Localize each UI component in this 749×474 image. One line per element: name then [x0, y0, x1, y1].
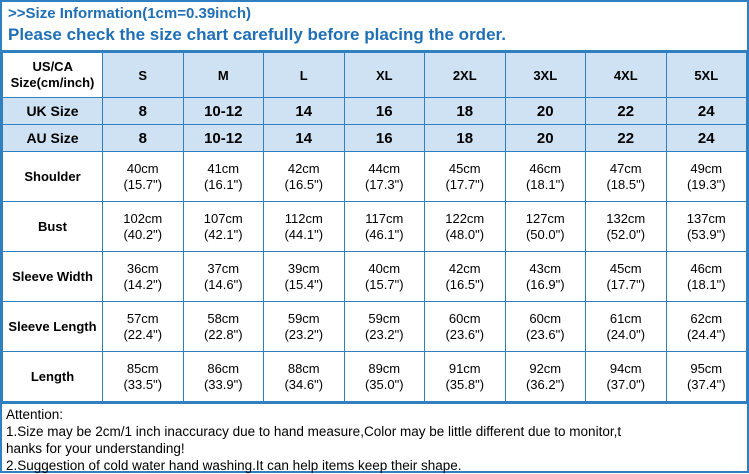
cell-bust-3xl	[505, 202, 586, 252]
cell-length-5xl	[666, 352, 747, 402]
value-cm: 42cm	[287, 160, 320, 176]
value-cm: 49cm	[690, 160, 723, 176]
value-inch: (16.5")	[284, 176, 324, 192]
value-cm: 107cm	[203, 210, 243, 226]
cell-sleeve-width-4xl	[586, 252, 667, 302]
value-inch: (16.9")	[525, 276, 565, 292]
page-subtitle: Please check the size chart carefully before placing the order.	[2, 24, 747, 52]
cell-au-xl: 16	[344, 125, 425, 152]
value-cm: 45cm	[448, 160, 481, 176]
cell-bust-s	[103, 202, 184, 252]
value-inch: (50.0")	[525, 226, 565, 242]
value-inch: (18.1")	[686, 276, 726, 292]
cell-sleeve-length-s	[103, 302, 184, 352]
value-inch: (22.4")	[123, 326, 163, 342]
row-label-shoulder: Shoulder	[3, 152, 103, 202]
value-inch: (37.0")	[606, 376, 646, 392]
cell-uk-2xl: 18	[425, 98, 506, 125]
column-header-2xl: 2XL	[425, 53, 506, 98]
table-row-sleeve-width	[3, 252, 747, 302]
value-inch: (18.5")	[606, 176, 646, 192]
cell-length-xl	[344, 352, 425, 402]
cell-length-2xl	[425, 352, 506, 402]
value-cm: 132cm	[606, 210, 646, 226]
table-row-au-size	[3, 125, 747, 152]
table-row-bust	[3, 202, 747, 252]
value-cm: 117cm	[365, 210, 404, 226]
value-cm: 86cm	[207, 360, 240, 376]
value-inch: (22.8")	[203, 326, 243, 342]
value-cm: 92cm	[529, 360, 562, 376]
row-label-sleeve-width: Sleeve Width	[3, 252, 103, 302]
cell-shoulder-4xl	[586, 152, 667, 202]
value-inch: (35.0")	[364, 376, 404, 392]
attention-note	[2, 402, 747, 474]
cell-length-4xl	[586, 352, 667, 402]
cell-au-2xl: 18	[425, 125, 506, 152]
value-cm: 44cm	[368, 160, 401, 176]
value-cm: 46cm	[529, 160, 562, 176]
value-inch: (52.0")	[606, 226, 646, 242]
value-inch: (19.3")	[686, 176, 726, 192]
value-inch: (14.6")	[203, 276, 243, 292]
cell-bust-4xl	[586, 202, 667, 252]
value-inch: (33.5")	[123, 376, 163, 392]
corner-label	[3, 53, 103, 98]
cell-sleeve-length-xl	[344, 302, 425, 352]
cell-shoulder-xl	[344, 152, 425, 202]
value-cm: 61cm	[609, 310, 642, 326]
value-inch: (23.6")	[525, 326, 565, 342]
cell-au-5xl: 24	[666, 125, 747, 152]
corner-label-line2: Size(cm/inch)	[10, 75, 95, 90]
value-cm: 122cm	[445, 210, 485, 226]
cell-sleeve-width-l	[264, 252, 345, 302]
value-cm: 102cm	[123, 210, 163, 226]
cell-uk-3xl: 20	[505, 98, 586, 125]
value-inch: (17.7")	[606, 276, 646, 292]
value-cm: 60cm	[529, 310, 562, 326]
cell-sleeve-width-s	[103, 252, 184, 302]
attention-line-1: 1.Size may be 2cm/1 inch inaccuracy due to hand measure,Color may be little different due to monitor,t	[6, 424, 622, 439]
cell-au-3xl: 20	[505, 125, 586, 152]
cell-sleeve-length-4xl	[586, 302, 667, 352]
value-cm: 62cm	[690, 310, 723, 326]
attention-line-2: 2.Suggestion of cold water hand washing.It can help items keep their shape.	[6, 458, 462, 473]
cell-uk-l: 14	[264, 98, 345, 125]
row-label-sleeve-length: Sleeve Length	[3, 302, 103, 352]
column-header-l: L	[264, 53, 345, 98]
cell-sleeve-length-2xl	[425, 302, 506, 352]
table-row-sleeve-length	[3, 302, 747, 352]
cell-bust-xl	[344, 202, 425, 252]
value-inch: (23.6")	[445, 326, 485, 342]
value-cm: 40cm	[126, 160, 159, 176]
value-inch: (53.9")	[686, 226, 726, 242]
value-inch: (35.8")	[445, 376, 485, 392]
value-inch: (37.4")	[686, 376, 726, 392]
value-inch: (44.1")	[284, 226, 324, 242]
cell-sleeve-length-3xl	[505, 302, 586, 352]
cell-length-s	[103, 352, 184, 402]
value-cm: 47cm	[609, 160, 642, 176]
value-inch: (16.1")	[203, 176, 243, 192]
column-header-s: S	[103, 53, 184, 98]
cell-uk-xl: 16	[344, 98, 425, 125]
cell-length-l	[264, 352, 345, 402]
row-label-au-size: AU Size	[3, 125, 103, 152]
value-cm: 91cm	[448, 360, 481, 376]
value-inch: (48.0")	[445, 226, 485, 242]
value-inch: (23.2")	[364, 326, 404, 342]
cell-au-4xl: 22	[586, 125, 667, 152]
value-inch: (23.2")	[284, 326, 324, 342]
value-cm: 42cm	[448, 260, 481, 276]
cell-length-m	[183, 352, 264, 402]
value-cm: 137cm	[686, 210, 726, 226]
cell-shoulder-l	[264, 152, 345, 202]
cell-bust-5xl	[666, 202, 747, 252]
value-cm: 39cm	[287, 260, 320, 276]
value-inch: (24.0")	[606, 326, 646, 342]
value-cm: 127cm	[525, 210, 565, 226]
value-inch: (36.2")	[525, 376, 565, 392]
cell-bust-l	[264, 202, 345, 252]
value-inch: (15.7")	[364, 276, 404, 292]
value-inch: (18.1")	[525, 176, 565, 192]
cell-au-l: 14	[264, 125, 345, 152]
corner-label-line1: US/CA	[32, 59, 73, 74]
value-cm: 85cm	[126, 360, 159, 376]
value-cm: 58cm	[207, 310, 240, 326]
value-cm: 95cm	[690, 360, 723, 376]
cell-au-s: 8	[103, 125, 184, 152]
value-cm: 88cm	[287, 360, 320, 376]
cell-shoulder-s	[103, 152, 184, 202]
attention-title: Attention:	[6, 407, 64, 422]
table-row-uk-size	[3, 98, 747, 125]
cell-uk-4xl: 22	[586, 98, 667, 125]
cell-sleeve-length-m	[183, 302, 264, 352]
row-label-bust: Bust	[3, 202, 103, 252]
value-inch: (15.7")	[123, 176, 163, 192]
value-inch: (15.4")	[284, 276, 324, 292]
cell-uk-m: 10-12	[183, 98, 264, 125]
value-cm: 36cm	[126, 260, 159, 276]
table-header-row	[3, 53, 747, 98]
cell-bust-2xl	[425, 202, 506, 252]
value-inch: (16.5")	[445, 276, 485, 292]
value-cm: 60cm	[448, 310, 481, 326]
cell-uk-5xl: 24	[666, 98, 747, 125]
column-header-5xl: 5XL	[666, 53, 747, 98]
cell-shoulder-5xl	[666, 152, 747, 202]
cell-au-m: 10-12	[183, 125, 264, 152]
table-row-shoulder	[3, 152, 747, 202]
value-inch: (24.4")	[686, 326, 726, 342]
cell-length-3xl	[505, 352, 586, 402]
value-cm: 94cm	[609, 360, 642, 376]
column-header-4xl: 4XL	[586, 53, 667, 98]
value-inch: (34.6")	[284, 376, 324, 392]
size-table	[2, 52, 747, 402]
value-cm: 41cm	[207, 160, 240, 176]
cell-sleeve-width-xl	[344, 252, 425, 302]
value-cm: 59cm	[368, 310, 401, 326]
value-cm: 57cm	[126, 310, 159, 326]
value-cm: 43cm	[529, 260, 562, 276]
row-label-uk-size: UK Size	[3, 98, 103, 125]
cell-sleeve-width-2xl	[425, 252, 506, 302]
value-cm: 40cm	[368, 260, 401, 276]
table-row-length	[3, 352, 747, 402]
cell-uk-s: 8	[103, 98, 184, 125]
value-inch: (17.7")	[445, 176, 485, 192]
cell-sleeve-length-l	[264, 302, 345, 352]
value-cm: 89cm	[368, 360, 401, 376]
column-header-3xl: 3XL	[505, 53, 586, 98]
value-inch: (33.9")	[203, 376, 243, 392]
cell-sleeve-width-m	[183, 252, 264, 302]
value-cm: 45cm	[609, 260, 642, 276]
attention-line-1-cont: hanks for your understanding!	[6, 441, 185, 456]
cell-sleeve-width-5xl	[666, 252, 747, 302]
value-inch: (42.1")	[203, 226, 243, 242]
value-inch: (46.1")	[364, 226, 404, 242]
value-cm: 112cm	[284, 210, 323, 226]
cell-bust-m	[183, 202, 264, 252]
value-inch: (40.2")	[123, 226, 163, 242]
value-cm: 59cm	[287, 310, 320, 326]
value-cm: 37cm	[207, 260, 240, 276]
row-label-length: Length	[3, 352, 103, 402]
column-header-m: M	[183, 53, 264, 98]
cell-sleeve-length-5xl	[666, 302, 747, 352]
value-inch: (17.3")	[364, 176, 404, 192]
cell-sleeve-width-3xl	[505, 252, 586, 302]
page-title: >>Size Information(1cm=0.39inch)	[8, 5, 251, 22]
column-header-xl: XL	[344, 53, 425, 98]
value-inch: (14.2")	[123, 276, 163, 292]
value-cm: 46cm	[690, 260, 723, 276]
cell-shoulder-m	[183, 152, 264, 202]
cell-shoulder-3xl	[505, 152, 586, 202]
cell-shoulder-2xl	[425, 152, 506, 202]
